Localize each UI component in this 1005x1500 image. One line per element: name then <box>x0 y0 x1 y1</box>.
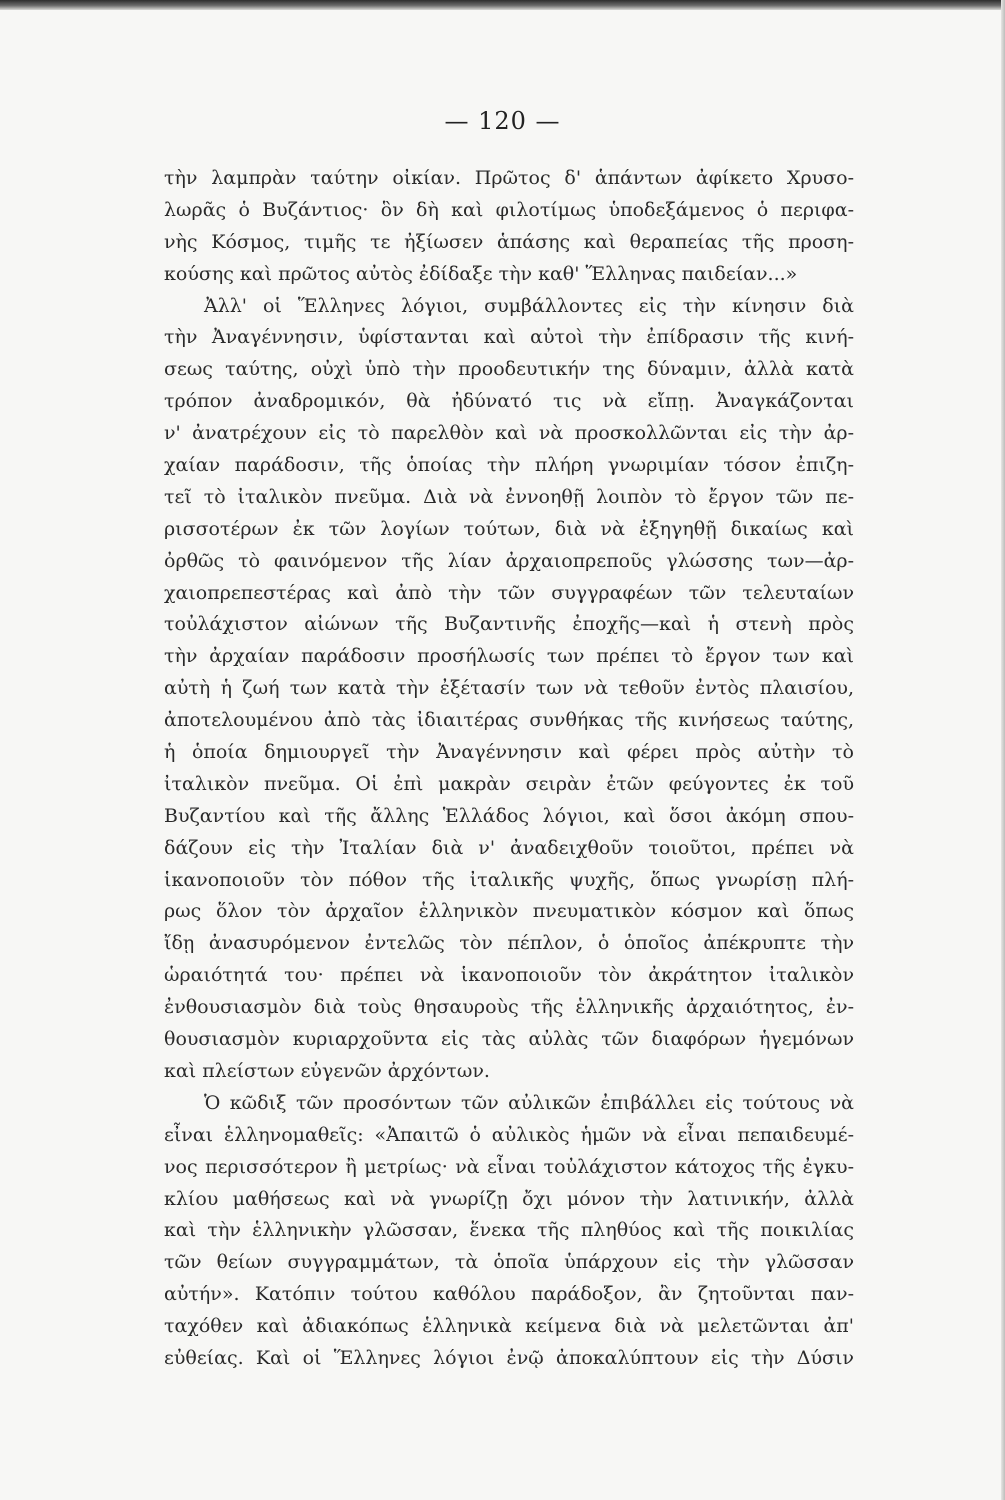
text-line: τῶν θείων συγγραμμάτων, τὰ ὁποῖα ὑπάρχουν εἰς τὴν γλῶσσαν <box>164 1251 854 1274</box>
text-line: νος περισσότερον ἢ μετρίως· νὰ εἶναι τοὐλάχιστον κάτοχος τῆς ἐγκυ- <box>164 1155 854 1178</box>
text-line: ἱκανοποιοῦν τὸν πόθον τῆς ἰταλικῆς ψυχῆς, ὅπως γνωρίσῃ πλή- <box>164 868 854 891</box>
text-line: ὡραιότητά του· πρέπει νὰ ἱκανοποιοῦν τὸν ἀκράτητον ἰταλικὸν <box>164 964 854 987</box>
text-line: τὴν λαμπρὰν ταύτην οἰκίαν. Πρῶτος δ' ἁπάντων ἀφίκετο Χρυσο- <box>164 167 854 189</box>
text-line: σεως ταύτης, οὐχὶ ὑπὸ τὴν προοδευτικήν της δύναμιν, ἀλλὰ κατὰ <box>164 358 854 381</box>
text-line: χαιοπρεπεστέρας καὶ ἀπὸ τὴν τῶν συγγραφέων τῶν τελευταίων <box>164 581 854 604</box>
scan-right-edge <box>1001 0 1005 1500</box>
text-line: ρως ὅλον τὸν ἀρχαῖον ἑλληνικὸν πνευματικὸν κόσμον καὶ ὅπως <box>164 900 854 923</box>
text-line: κλίου μαθήσεως καὶ νὰ γνωρίζῃ ὄχι μόνον τὴν λατινικήν, ἀλλὰ <box>164 1187 854 1210</box>
text-line: ταχόθεν καὶ ἀδιακόπως ἑλληνικὰ κείμενα διὰ νὰ μελετῶνται ἀπ' <box>164 1315 854 1338</box>
text-line: Βυζαντίου καὶ τῆς ἄλλης Ἑλλάδος λόγιοι, καὶ ὅσοι ἀκόμη σπου- <box>164 804 854 827</box>
text-line: ἀποτελουμένου ἀπὸ τὰς ἰδιαιτέρας συνθήκας τῆς κινήσεως ταύτης, <box>164 709 854 732</box>
text-line: θουσιασμὸν κυριαρχοῦντα εἰς τὰς αὐλὰς τῶν διαφόρων ἡγεμόνων <box>164 1028 854 1051</box>
text-line: εἶναι ἑλληνομαθεῖς: «Ἀπαιτῶ ὁ αὐλικὸς ἡμῶν νὰ εἶναι πεπαιδευμέ- <box>164 1123 854 1146</box>
text-line: νὴς Κόσμος, τιμῆς τε ἠξίωσεν ἁπάσης καὶ θεραπείας τῆς προση- <box>164 230 854 253</box>
text-line: τοὐλάχιστον αἰώνων τῆς Βυζαντινῆς ἐποχῆς—καὶ ἡ στενὴ πρὸς <box>164 613 854 636</box>
text-line: δάζουν εἰς τὴν Ἰταλίαν διὰ ν' ἀναδειχθοῦν τοιοῦτοι, πρέπει νὰ <box>164 836 854 859</box>
text-line: τὴν Ἀναγέννησιν, ὑφίστανται καὶ αὐτοὶ τὴν ἐπίδρασιν τῆς κινή- <box>164 326 854 349</box>
text-line: ἴδῃ ἀνασυρόμενον ἐντελῶς τὸν πέπλον, ὁ ὁποῖος ἀπέκρυπτε τὴν <box>164 932 854 955</box>
text-line: τρόπον ἀναδρομικόν, θὰ ἠδύνατό τις νὰ εἴπῃ. Ἀναγκάζονται <box>164 390 854 413</box>
text-line: εὐθείας. Καὶ οἱ Ἕλληνες λόγιοι ἐνῷ ἀποκαλύπτουν εἰς τὴν Δύσιν <box>164 1346 854 1369</box>
page-number: — 120 — <box>444 107 561 135</box>
text-line: αὐτήν». Κατόπιν τούτου καθόλου παράδοξον, ἂν ζητοῦνται παν- <box>164 1283 854 1306</box>
body-text <box>164 163 854 1375</box>
text-line: κούσης καὶ πρῶτος αὐτὸς ἐδίδαξε τὴν καθ' Ἕλληνας παιδείαν...» <box>164 262 798 285</box>
text-line: ὀρθῶς τὸ φαινόμενον τῆς λίαν ἀρχαιοπρεποῦς γλώσσης των—ἀρ- <box>164 549 854 572</box>
text-line: ἡ ὁποία δημιουργεῖ τὴν Ἀναγέννησιν καὶ φέρει πρὸς αὐτὴν τὸ <box>164 741 854 764</box>
text-line: καὶ πλείστων εὐγενῶν ἀρχόντων. <box>164 1059 490 1082</box>
text-line: ἐνθουσιασμὸν διὰ τοὺς θησαυροὺς τῆς ἑλληνικῆς ἀρχαιότητος, ἐν- <box>164 996 854 1019</box>
text-line: χαίαν παράδοσιν, τῆς ὁποίας τὴν πλήρη γνωριμίαν τόσον ἐπιζη- <box>164 454 854 477</box>
text-line: αὐτὴ ἡ ζωή των κατὰ τὴν ἐξέτασίν των νὰ τεθοῦν ἐντὸς πλαισίου, <box>164 677 854 700</box>
text-line: ἰταλικὸν πνεῦμα. Οἱ ἐπὶ μακρὰν σειρὰν ἐτῶν φεύγοντες ἐκ τοῦ <box>164 772 854 795</box>
text-line: ρισσοτέρων ἐκ τῶν λογίων τούτων, διὰ νὰ ἐξηγηθῇ δικαίως καὶ <box>164 517 854 540</box>
text-line: λωρᾶς ὁ Βυζάντιος· ὃν δὴ καὶ φιλοτίμως ὑποδεξάμενος ὁ περιφα- <box>164 198 854 221</box>
text-line: Ὁ κῶδιξ τῶν προσόντων τῶν αὐλικῶν ἐπιβάλλει εἰς τούτους νὰ <box>204 1091 854 1114</box>
text-line: Ἀλλ' οἱ Ἕλληνες λόγιοι, συμβάλλοντες εἰς τὴν κίνησιν διὰ <box>204 294 854 317</box>
text-line: ν' ἀνατρέχουν εἰς τὸ παρελθὸν καὶ νὰ προσκολλῶνται εἰς τὴν ἀρ- <box>164 422 854 445</box>
text-line: καὶ τὴν ἑλληνικὴν γλῶσσαν, ἕνεκα τῆς πληθύος καὶ τῆς ποικιλίας <box>164 1219 854 1242</box>
text-line: τεῖ τὸ ἰταλικὸν πνεῦμα. Διὰ νὰ ἐννοηθῇ λοιπὸν τὸ ἔργον τῶν πε- <box>164 485 854 508</box>
scan-top-edge <box>0 0 1005 10</box>
text-line: τὴν ἀρχαίαν παράδοσιν προσήλωσίς των πρέπει τὸ ἔργον των καὶ <box>164 645 854 668</box>
